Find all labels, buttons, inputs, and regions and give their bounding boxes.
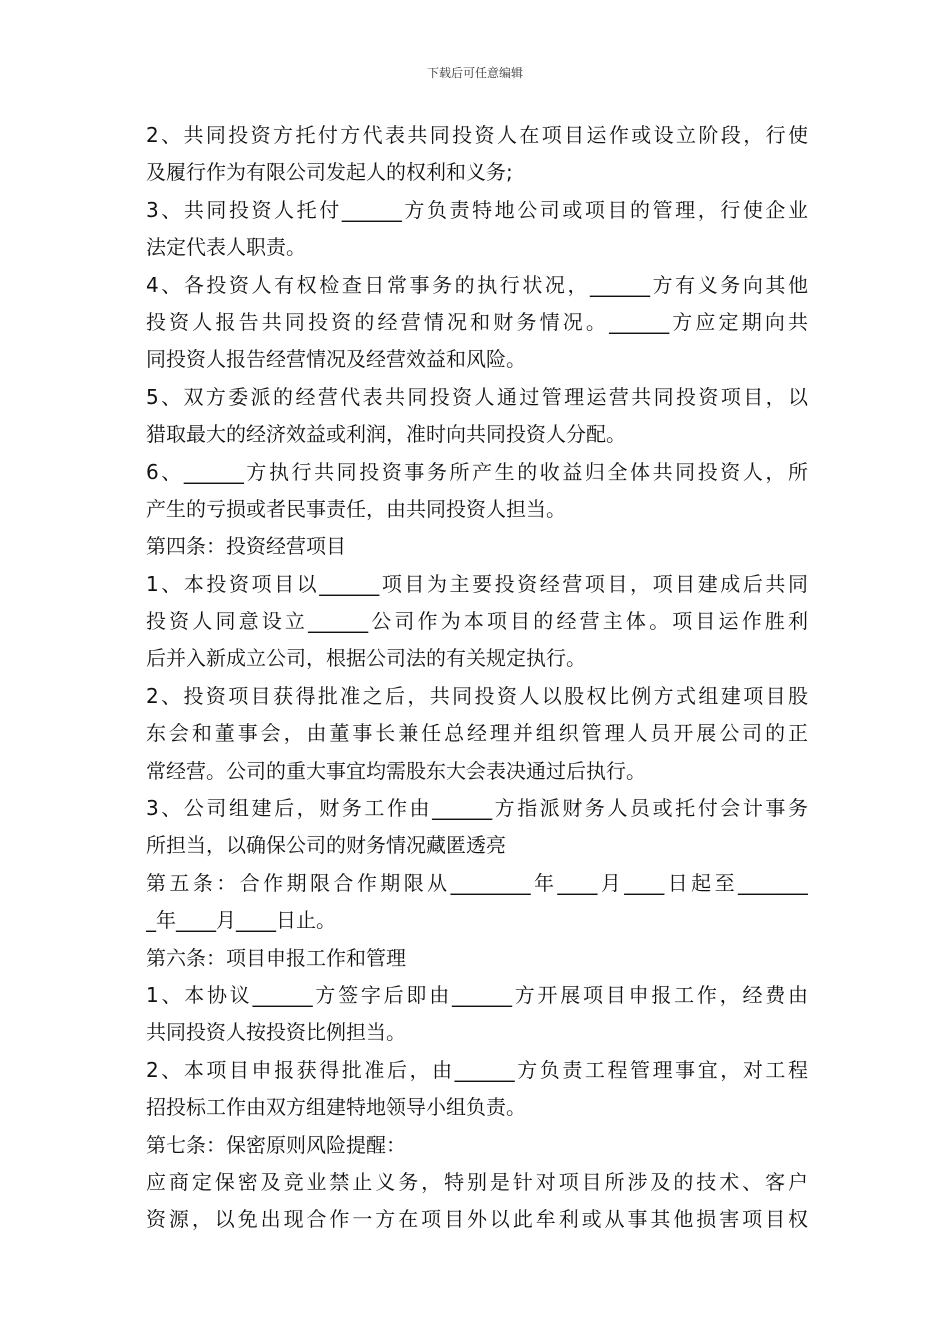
text-line: 猎取最大的经济效益或利润，准时向共同投资人分配。 — [146, 422, 626, 447]
text-line: _年____月____日止。 — [146, 908, 336, 933]
text-line: 3、公司组建后，财务工作由______方指派财务人员或托付会计事务 — [146, 796, 808, 821]
page-header: 下载后可任意编辑 — [426, 66, 523, 80]
text-line: 投资人报告共同投资的经营情况和财务情况。______方应定期向共 — [146, 309, 808, 334]
text-line: 5、双方委派的经营代表共同投资人通过管理运营共同投资项目，以 — [146, 384, 808, 409]
text-line: 资源，以免出现合作一方在项目外以此牟利或从事其他损害项目权 — [146, 1207, 808, 1232]
text-line: 及履行作为有限公司发起人的权利和义务; — [146, 160, 513, 185]
text-line: 6、______方执行共同投资事务所产生的收益归全体共同投资人，所 — [146, 459, 808, 484]
text-line: 2、共同投资方托付方代表共同投资人在项目运作或设立阶段，行使 — [146, 123, 808, 147]
text-line: 1、本协议______方签字后即由______方开展项目申报工作，经费由 — [146, 982, 808, 1007]
text-line: 所担当，以确保公司的财务情况藏匿透亮 — [146, 833, 506, 858]
text-line: 投资人同意设立______公司作为本项目的经营主体。项目运作胜利 — [146, 609, 808, 634]
text-line: 同投资人报告经营情况及经营效益和风险。 — [146, 347, 526, 372]
document-body — [146, 117, 808, 1239]
text-line: 法定代表人职责。 — [146, 235, 306, 260]
text-line: 2、投资项目获得批准之后，共同投资人以股权比例方式组建项目股 — [146, 683, 808, 708]
text-line: 共同投资人按投资比例担当。 — [146, 1020, 406, 1045]
text-line: 1、本投资项目以______项目为主要投资经营项目，项目建成后共同 — [146, 571, 808, 596]
text-line: 3、共同投资人托付______方负责特地公司或项目的管理，行使企业 — [146, 197, 808, 222]
text-line: 4、各投资人有权检查日常事务的执行状况，______方有义务向其他 — [146, 272, 808, 297]
text-line: 招投标工作由双方组建特地领导小组负责。 — [146, 1095, 526, 1120]
text-line: 常经营。公司的重大事宜均需股东大会表决通过后执行。 — [146, 758, 646, 783]
text-line: 东会和董事会，由董事长兼任总经理并组织管理人员开展公司的正 — [146, 721, 808, 746]
text-line: 第七条：保密原则风险提醒： — [146, 1132, 406, 1157]
text-line: 第六条：项目申报工作和管理 — [146, 945, 406, 970]
text-line: 应商定保密及竞业禁止义务，特别是针对项目所涉及的技术、客户 — [146, 1169, 808, 1194]
text-line: 第四条：投资经营项目 — [146, 534, 346, 559]
text-line: 产生的亏损或者民事责任，由共同投资人担当。 — [146, 496, 566, 521]
text-line: 第五条：合作期限合作期限从________年____月____日起至_______ — [146, 870, 808, 895]
text-line: 后并入新成立公司，根据公司法的有关规定执行。 — [146, 646, 586, 671]
text-line: 2、本项目申报获得批准后，由______方负责工程管理事宜，对工程 — [146, 1057, 808, 1082]
